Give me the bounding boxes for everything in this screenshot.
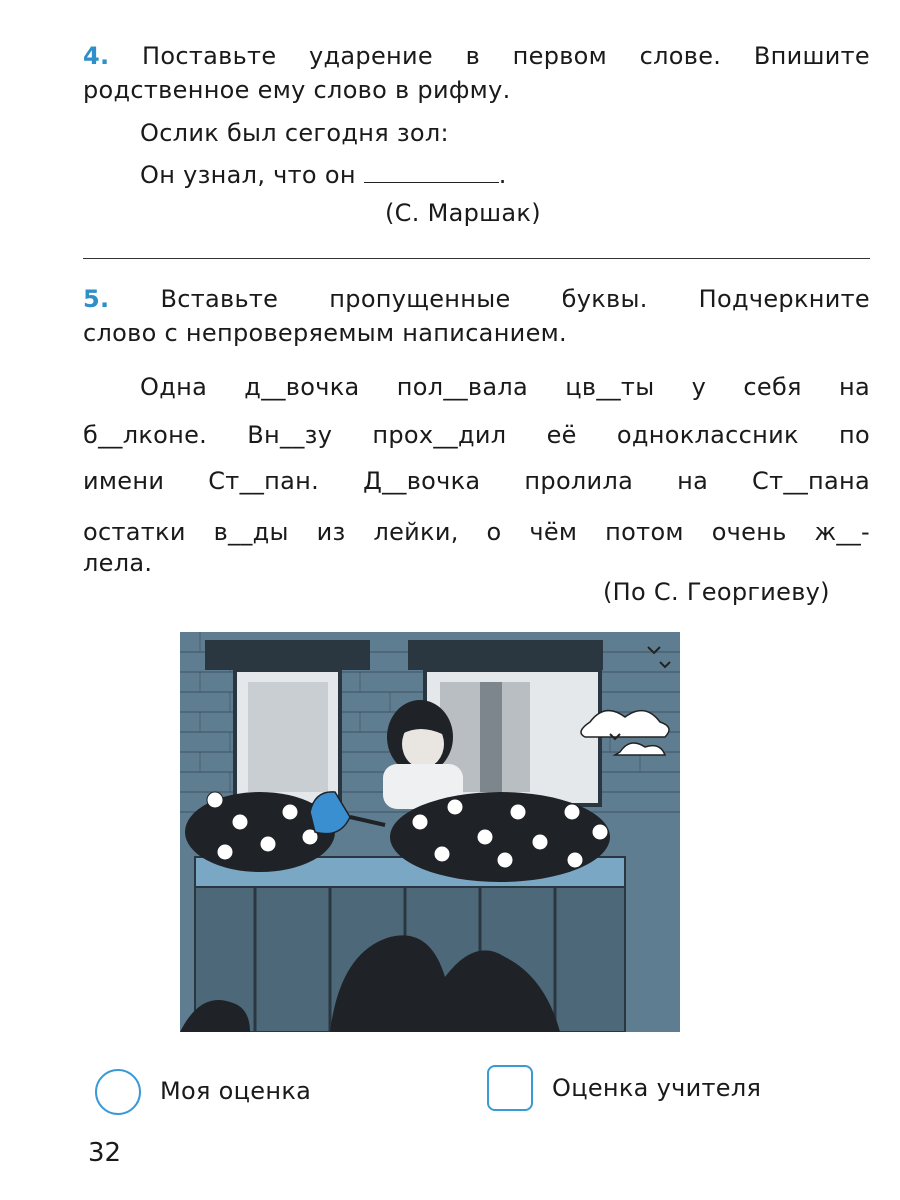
task5-instruction-line2: слово с непроверяемым написанием. xyxy=(83,319,567,347)
self-assessment-label: Моя оценка xyxy=(160,1077,312,1105)
task4-poem-line2: Он узнал, что он . xyxy=(140,161,507,189)
balcony-illustration xyxy=(180,632,680,1032)
task5-text-line2: б__лконе. Вн__зу прох__дил её одноклассник по xyxy=(83,421,870,449)
teacher-assessment-square[interactable] xyxy=(487,1065,533,1111)
teacher-assessment-label: Оценка учителя xyxy=(552,1074,762,1102)
task5-instruction-line1: 5. Вставьте пропущенные буквы. Подчеркните xyxy=(83,285,870,313)
task5-text-line3: имени Ст__пан. Д__вочка пролила на Ст__пана xyxy=(83,467,870,495)
answer-blank[interactable] xyxy=(364,160,499,183)
task4-author: (С. Маршак) xyxy=(385,199,541,227)
task4-instruction-line1: 4. Поставьте ударение в первом слове. Впишите xyxy=(83,42,870,70)
section-divider xyxy=(83,258,870,259)
task5-text-line5: лела. xyxy=(83,549,153,577)
page-number: 32 xyxy=(88,1138,122,1168)
task5-text-line4: остатки в__ды из лейки, о чём потом очень ж__- xyxy=(83,518,870,546)
task4-poem-line1: Ослик был сегодня зол: xyxy=(140,119,449,147)
task5-number: 5. xyxy=(83,285,110,313)
task5-source: (По С. Георгиеву) xyxy=(603,578,830,606)
self-assessment-circle[interactable] xyxy=(95,1069,141,1115)
task4-instruction-line2: родственное ему слово в рифму. xyxy=(83,76,511,104)
task4-number: 4. xyxy=(83,42,110,70)
task5-text-line1: Одна д__вочка пол__вала цв__ты у себя на xyxy=(140,373,870,401)
